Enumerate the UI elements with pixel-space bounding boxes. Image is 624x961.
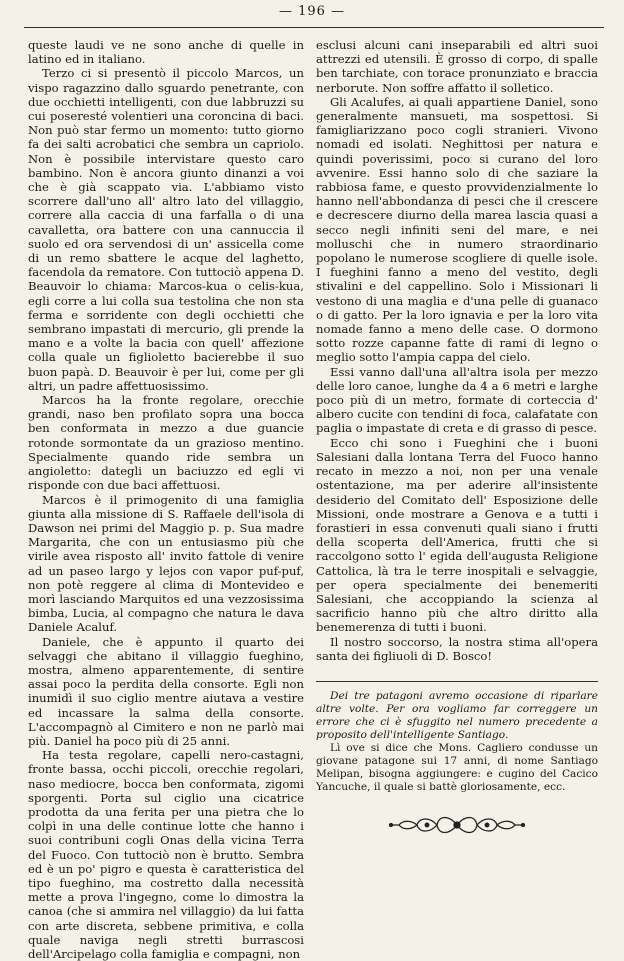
header-rule xyxy=(24,27,604,28)
paragraph: Daniele, che è appunto il quarto dei selvaggi che abitano il villaggio fueghino, mostra, almeno apparentemente, di sentire assai poco la perdita della consorte. Egli non inumidì il suo ciglio mentre aiutava a vestire ed incassare la salma della consorte. L'accompagnò al Cimitero e non ne parlò mai più. Daniel ha poco più di 25 anni. xyxy=(28,634,304,748)
ornament-flourish-icon xyxy=(387,812,527,838)
paragraph: Marcos è il primogenito di una famiglia giunta alla missione di S. Raffaele dell'isola di Dawson nei primi del Maggio p. p. Sua madre Margarita, che con un entusiasmo più che virile avea risposto all' invito fattole di venire ad un paseo largo y lejos con vapor puf-puf, non potè reggere al clima di Montevideo e morì lasciando Marquitos ed una vezzosissima bimba, Lucia, al compagno che natura le dava Daniele Acaluf. xyxy=(28,492,304,635)
page-number: — 196 — xyxy=(278,4,346,19)
note-separator xyxy=(316,681,598,682)
paragraph: esclusi alcuni cani inseparabili ed altri suoi attrezzi ed utensili. È grosso di corpo, di spalle ben tarchiate, con torace pronunziato e braccia nerborute. Non soffre affatto il solletico. xyxy=(316,38,598,95)
right-column-text xyxy=(316,38,598,663)
right-column xyxy=(316,38,598,838)
editorial-note xyxy=(316,690,598,794)
paragraph: Ecco chi sono i Fueghini che i buoni Salesiani dalla lontana Terra del Fuoco hanno recato in mezzo a noi, non per una venale ostentazione, ma per aderire all'insistente desiderio del Comitato dell' Esposizione delle Missioni, onde mostrare a Genova e a tutti i forastieri in essa convenuti quali siano i frutti della scoperta dell'America, frutti che si raccolgono sotto l' egida dell'augusta Religione Cattolica, là tra le terre inospitali e selvaggie, per opera specialmente dei benemeriti Salesiani, che accoppiando la scienza al sacrificio hanno più che altro diritto alla benemerenza di tutti i buoni. xyxy=(316,435,598,635)
paragraph: Ha testa regolare, capelli nero-castagni, fronte bassa, occhi piccoli, orecchie regolari, naso mediocre, bocca ben conformata, zigomi sporgenti. Porta sul ciglio una cicatrice prodotta da una ferita per una pietra che lo colpì in una delle continue lotte che hanno i suoi contribuni cogli Onas della vicina Terra del Fuoco. Con tuttociò non è brutto. Sembra ed è un po' pigro e questa è caratteristica del tipo fueghino, ma costretto dalla necessità mette a prova l'ingegno, come lo dimostra la canoa (che si ammira nel villaggio) da lui fatta con arte discreta, sebbene primitiva, e colla quale naviga negli stretti burrascosi dell'Arcipelago colla famiglia e compagni, non xyxy=(28,748,304,961)
decorative-ornament xyxy=(316,812,598,838)
paragraph: Il nostro soccorso, la nostra stima all'opera santa dei figliuoli di D. Bosco! xyxy=(316,634,598,663)
paragraph: queste laudi ve ne sono anche di quelle in latino ed in italiano. xyxy=(28,38,304,67)
paragraph: Gli Acalufes, ai quali appartiene Daniel, sono generalmente mansueti, ma sospettosi. Si famigliarizzano poco cogli stranieri. Vivono nomadi ed isolati. Neghittosi per natura e quindi poverissimi, poco si curano del loro avvenire. Essi hanno solo di che saziare la rabbiosa fame, e questo provvidenzialmente lo hanno nell'abbondanza di pesci che il crescere e decrescere diurno della marea lascia quasi a secco negli infiniti seni del mare, e nei molluschi che in numero straordinario popolano le numerose scogliere di quelle isole. I fueghini fanno a meno del vestito, degli stivalini e del cappellino. Solo i Missionari li vestono di una maglia e d'una pelle di guanaco o di gatto. Per la loro ignavia e per la loro vita nomade fanno a meno delle case. O dormono sotto rozze capanne fatte di rami di legno o meglio sotto l'ampia cappa del cielo. xyxy=(316,94,598,365)
paragraph: Marcos ha la fronte regolare, orecchie grandi, naso ben profilato sopra una bocca ben conformata in mezzo a due guancie rotonde sormontate da un grazioso mentino. Specialmente quando ride sembra un angioletto: dategli un baciuzzo ed egli vi risponde con due baci affettuosi. xyxy=(28,393,304,493)
note-paragraph: Lì ove si dice che Mons. Cagliero condusse un giovane patagone sui 17 anni, di nome Santiago Melipan, bisogna aggiungere: e cugino del Cacico Yancuche, il quale si battè gloriosamente, ecc. xyxy=(316,741,598,793)
left-column xyxy=(28,38,304,961)
paragraph: Essi vanno dall'una all'altra isola per mezzo delle loro canoe, lunghe da 4 a 6 metri e larghe poco più di un metro, formate di corteccia d' albero cucite con tendini di foca, calafatate con paglia o impastate di creta e di grasso di pesce. xyxy=(316,364,598,436)
paragraph: Terzo ci si presentò il piccolo Marcos, un vispo ragazzino dallo sguardo penetrante, con due occhietti intelligenti, con due labbruzzi su cui poseresté volentieri una coroncina di baci. Non può star fermo un momento: tutto giorno fa dei salti acrobatici che sembra un capriolo. Non è possibile intervistare questo caro bambino. Non è ancora giunto dinanzi a voi che è già scappato via. L'abbiamo visto scorrere dall'uno all' altro lato del villaggio, correre alla caccia di una farfalla o di una cavalletta, ora battere con una cannuccia il suolo ed ora servendosi di un' assicella come di un remo sbattere le acque del laghetto, facendola da rematore. Con tuttociò appena D. Beauvoir lo chiama: Marcos-kua o celis-kua, egli corre a lui colla sua testolina che non sta ferma e sorridente con degli occhietti che sembrano impastati di mercurio, gli prende la mano e a volte la bacia con quell' affezione colla quale un figlioletto bacierebbe il suo buon papà. D. Beauvoir è per lui, come per gli altri, un padre affettuosissimo. xyxy=(28,66,305,393)
note-paragraph: Dei tre patagoni avremo occasione di riparlare altre volte. Per ora vogliamo far correggere un errore che ci è sfuggito nel numero precedente a proposito dell'intelligente Santiago. xyxy=(316,689,598,741)
